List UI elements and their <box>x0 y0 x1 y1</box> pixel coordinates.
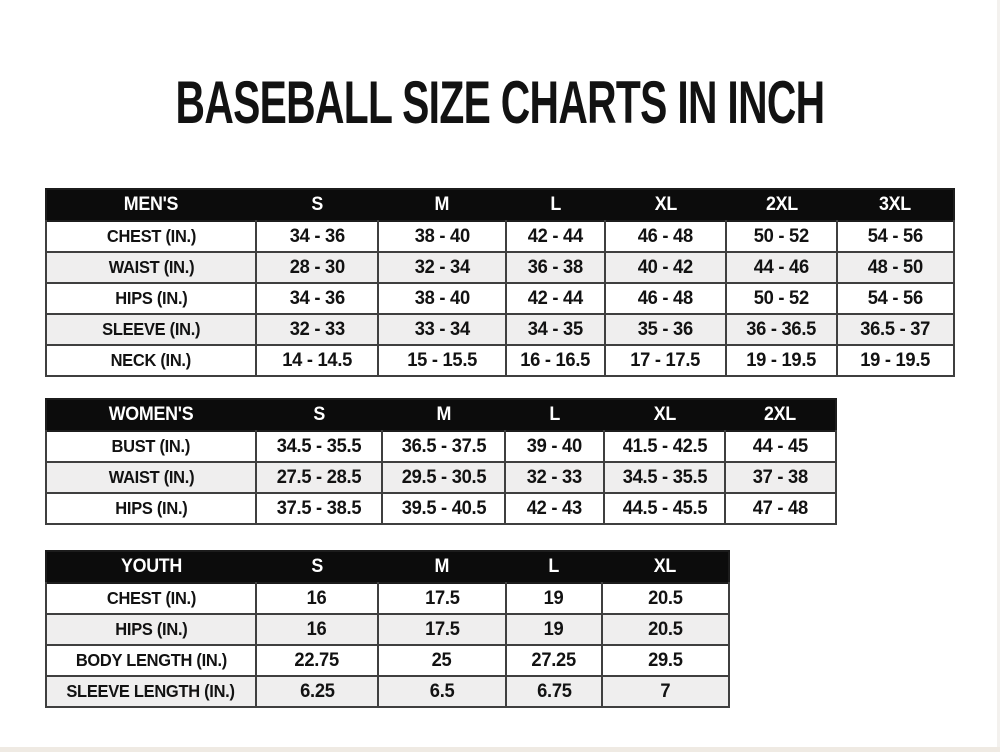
value-cell: 36 - 38 <box>506 252 605 283</box>
row-label-cell: WAIST (IN.) <box>46 462 256 493</box>
row-label-cell: SLEEVE (IN.) <box>46 314 256 345</box>
value-cell: 32 - 33 <box>505 462 604 493</box>
youth-row <box>46 676 729 707</box>
size-table-mens <box>45 188 955 377</box>
value-cell: 36.5 - 37.5 <box>382 431 505 462</box>
value-cell: 33 - 34 <box>378 314 506 345</box>
value-cell: 25 <box>378 645 506 676</box>
value-cell: 32 - 33 <box>256 314 378 345</box>
value-cell: 28 - 30 <box>256 252 378 283</box>
value-cell: 34 - 36 <box>256 221 378 252</box>
row-label-cell: BUST (IN.) <box>46 431 256 462</box>
mens-row <box>46 314 954 345</box>
mens-header-size: M <box>378 189 506 221</box>
value-cell: 32 - 34 <box>378 252 506 283</box>
value-cell: 34.5 - 35.5 <box>604 462 725 493</box>
row-label-cell: NECK (IN.) <box>46 345 256 376</box>
row-label-cell: HIPS (IN.) <box>46 283 256 314</box>
row-label-cell: HIPS (IN.) <box>46 614 256 645</box>
mens-row <box>46 283 954 314</box>
value-cell: 41.5 - 42.5 <box>604 431 725 462</box>
value-cell: 37 - 38 <box>725 462 836 493</box>
value-cell: 38 - 40 <box>378 283 506 314</box>
value-cell: 38 - 40 <box>378 221 506 252</box>
value-cell: 46 - 48 <box>605 221 726 252</box>
value-cell: 19 - 19.5 <box>726 345 837 376</box>
value-cell: 29.5 - 30.5 <box>382 462 505 493</box>
mens-row <box>46 252 954 283</box>
value-cell: 16 <box>256 614 378 645</box>
value-cell: 34 - 36 <box>256 283 378 314</box>
page-title: BASEBALL SIZE CHARTS IN INCH <box>175 68 825 136</box>
value-cell: 54 - 56 <box>837 221 954 252</box>
row-label-cell: CHEST (IN.) <box>46 583 256 614</box>
row-label-cell: WAIST (IN.) <box>46 252 256 283</box>
value-cell: 17 - 17.5 <box>605 345 726 376</box>
youth-header-size: L <box>506 551 602 583</box>
youth-row <box>46 645 729 676</box>
size-table-womens <box>45 398 837 525</box>
womens-header-row <box>46 399 836 431</box>
value-cell: 48 - 50 <box>837 252 954 283</box>
value-cell: 36 - 36.5 <box>726 314 837 345</box>
row-label-cell: HIPS (IN.) <box>46 493 256 524</box>
size-table-youth <box>45 550 730 708</box>
value-cell: 50 - 52 <box>726 283 837 314</box>
value-cell: 42 - 43 <box>505 493 604 524</box>
page-edge-shade-bottom <box>0 747 1000 752</box>
value-cell: 29.5 <box>602 645 729 676</box>
value-cell: 19 <box>506 583 602 614</box>
womens-table <box>45 398 837 525</box>
youth-row <box>46 614 729 645</box>
womens-row <box>46 493 836 524</box>
value-cell: 54 - 56 <box>837 283 954 314</box>
mens-header-size: 2XL <box>726 189 837 221</box>
youth-header-size: M <box>378 551 506 583</box>
value-cell: 39.5 - 40.5 <box>382 493 505 524</box>
value-cell: 44.5 - 45.5 <box>604 493 725 524</box>
value-cell: 19 - 19.5 <box>837 345 954 376</box>
value-cell: 7 <box>602 676 729 707</box>
row-label-cell: BODY LENGTH (IN.) <box>46 645 256 676</box>
youth-header-title: YOUTH <box>46 551 256 583</box>
youth-table <box>45 550 730 708</box>
value-cell: 44 - 46 <box>726 252 837 283</box>
womens-row <box>46 431 836 462</box>
value-cell: 6.25 <box>256 676 378 707</box>
value-cell: 40 - 42 <box>605 252 726 283</box>
value-cell: 27.25 <box>506 645 602 676</box>
mens-header-row <box>46 189 954 221</box>
value-cell: 22.75 <box>256 645 378 676</box>
value-cell: 14 - 14.5 <box>256 345 378 376</box>
mens-header-size: L <box>506 189 605 221</box>
womens-header-size: XL <box>604 399 725 431</box>
value-cell: 39 - 40 <box>505 431 604 462</box>
youth-row <box>46 583 729 614</box>
value-cell: 17.5 <box>378 583 506 614</box>
youth-header-size: S <box>256 551 378 583</box>
mens-header-title: MEN'S <box>46 189 256 221</box>
value-cell: 44 - 45 <box>725 431 836 462</box>
value-cell: 16 - 16.5 <box>506 345 605 376</box>
value-cell: 20.5 <box>602 583 729 614</box>
womens-header-title: WOMEN'S <box>46 399 256 431</box>
womens-row <box>46 462 836 493</box>
value-cell: 46 - 48 <box>605 283 726 314</box>
mens-header-size: S <box>256 189 378 221</box>
womens-header-size: M <box>382 399 505 431</box>
youth-header-row <box>46 551 729 583</box>
womens-header-size: S <box>256 399 382 431</box>
youth-header-size: XL <box>602 551 729 583</box>
value-cell: 34 - 35 <box>506 314 605 345</box>
value-cell: 27.5 - 28.5 <box>256 462 382 493</box>
value-cell: 15 - 15.5 <box>378 345 506 376</box>
mens-row <box>46 221 954 252</box>
value-cell: 35 - 36 <box>605 314 726 345</box>
mens-header-size: XL <box>605 189 726 221</box>
value-cell: 42 - 44 <box>506 221 605 252</box>
row-label-cell: CHEST (IN.) <box>46 221 256 252</box>
value-cell: 6.5 <box>378 676 506 707</box>
value-cell: 17.5 <box>378 614 506 645</box>
value-cell: 50 - 52 <box>726 221 837 252</box>
value-cell: 36.5 - 37 <box>837 314 954 345</box>
value-cell: 42 - 44 <box>506 283 605 314</box>
value-cell: 16 <box>256 583 378 614</box>
value-cell: 19 <box>506 614 602 645</box>
value-cell: 34.5 - 35.5 <box>256 431 382 462</box>
value-cell: 37.5 - 38.5 <box>256 493 382 524</box>
mens-header-size: 3XL <box>837 189 954 221</box>
row-label-cell: SLEEVE LENGTH (IN.) <box>46 676 256 707</box>
womens-header-size: 2XL <box>725 399 836 431</box>
mens-row <box>46 345 954 376</box>
value-cell: 47 - 48 <box>725 493 836 524</box>
womens-header-size: L <box>505 399 604 431</box>
value-cell: 6.75 <box>506 676 602 707</box>
mens-table <box>45 188 955 377</box>
value-cell: 20.5 <box>602 614 729 645</box>
